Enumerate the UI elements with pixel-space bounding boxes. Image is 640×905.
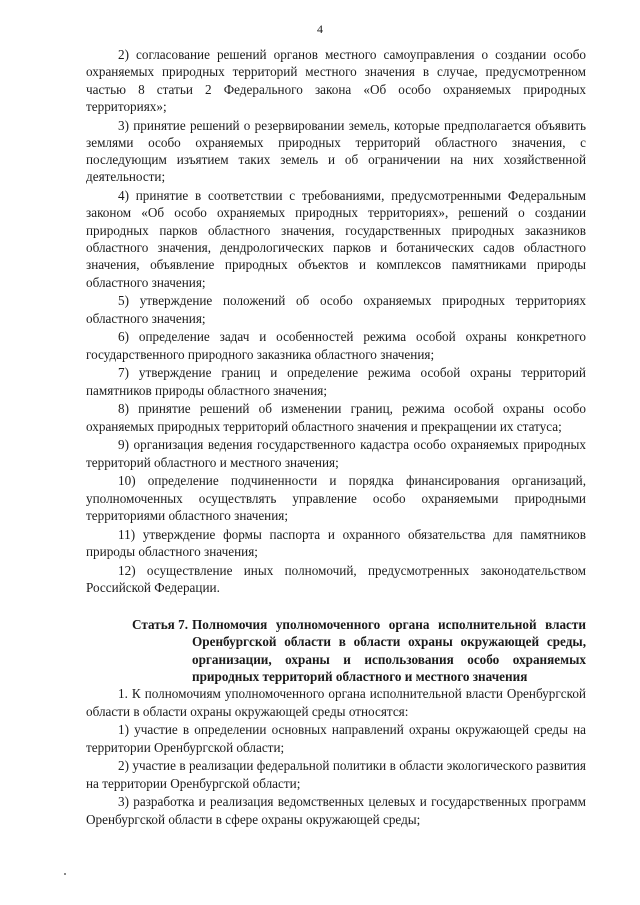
paragraph: 4) принятие в соответствии с требованиями, предусмотренными Федеральным законом «Об особо охраняемых природных территориях», решений о создании природных парков областного значения, государственных природных заказников областного значения, дендрологических парков и ботанических садов областного значения, объявление природных объектов и комплексов памятниками природы областного значения; [86, 188, 586, 290]
document-body [86, 46, 586, 829]
scan-speck [64, 873, 66, 875]
paragraph: 3) разработка и реализация ведомственных целевых и государственных программ Оренбургской области в сфере охраны окружающей среды; [86, 794, 586, 827]
paragraph: 2) согласование решений органов местного самоуправления о создании особо охраняемых природных территорий местного значения в случае, предусмотренном частью 8 статьи 2 Федерального закона «Об особо охраняемых природных территориях»; [86, 47, 586, 114]
paragraph: 1. К полномочиям уполномоченного органа исполнительной власти Оренбургской области в области охраны окружающей среды относятся: [86, 686, 586, 719]
paragraph: 2) участие в реализации федеральной политики в области экологического развития на территории Оренбургской области; [86, 758, 586, 791]
paragraph: 10) определение подчиненности и порядка финансирования организаций, уполномоченных осуществлять управление особо охраняемыми природными территориями областного значения; [86, 473, 586, 523]
paragraph: 6) определение задач и особенностей режима особой охраны конкретного государственного природного заказника областного значения; [86, 329, 586, 362]
paragraph: 1) участие в определении основных направлений охраны окружающей среды на территории Оренбургской области; [86, 722, 586, 755]
paragraph: 3) принятие решений о резервировании земель, которые предполагается объявить землями особо охраняемых природных территорий областного значения, с последующим изъятием таких земель и об ограничении на них хозяйственной деятельности; [86, 117, 586, 185]
article-title: Полномочия уполномоченного органа исполнительной власти Оренбургской области в области охраны окружающей среды, организации, охраны и использования особо охраняемых природных территорий областного и местного значения [192, 617, 586, 684]
paragraph: 9) организация ведения государственного кадастра особо охраняемых природных территорий областного и местного значения; [86, 437, 586, 470]
paragraph: 11) утверждение формы паспорта и охранного обязательства для памятников природы областного значения; [86, 526, 586, 559]
paragraph: 5) утверждение положений об особо охраняемых природных территориях областного значения; [86, 293, 586, 326]
article-heading [86, 616, 586, 685]
paragraph: 8) принятие решений об изменении границ, режима особой охраны особо охраняемых природных территорий областного значения и прекращении их статуса; [86, 401, 586, 434]
article-label: Статья 7. [131, 617, 188, 633]
paragraph: 12) осуществление иных полномочий, предусмотренных законодательством Российской Федерации. [86, 562, 586, 595]
page-number: 4 [317, 22, 323, 36]
paragraph: 7) утверждение границ и определение режима особой охраны территорий памятников природы областного значения; [86, 365, 586, 398]
